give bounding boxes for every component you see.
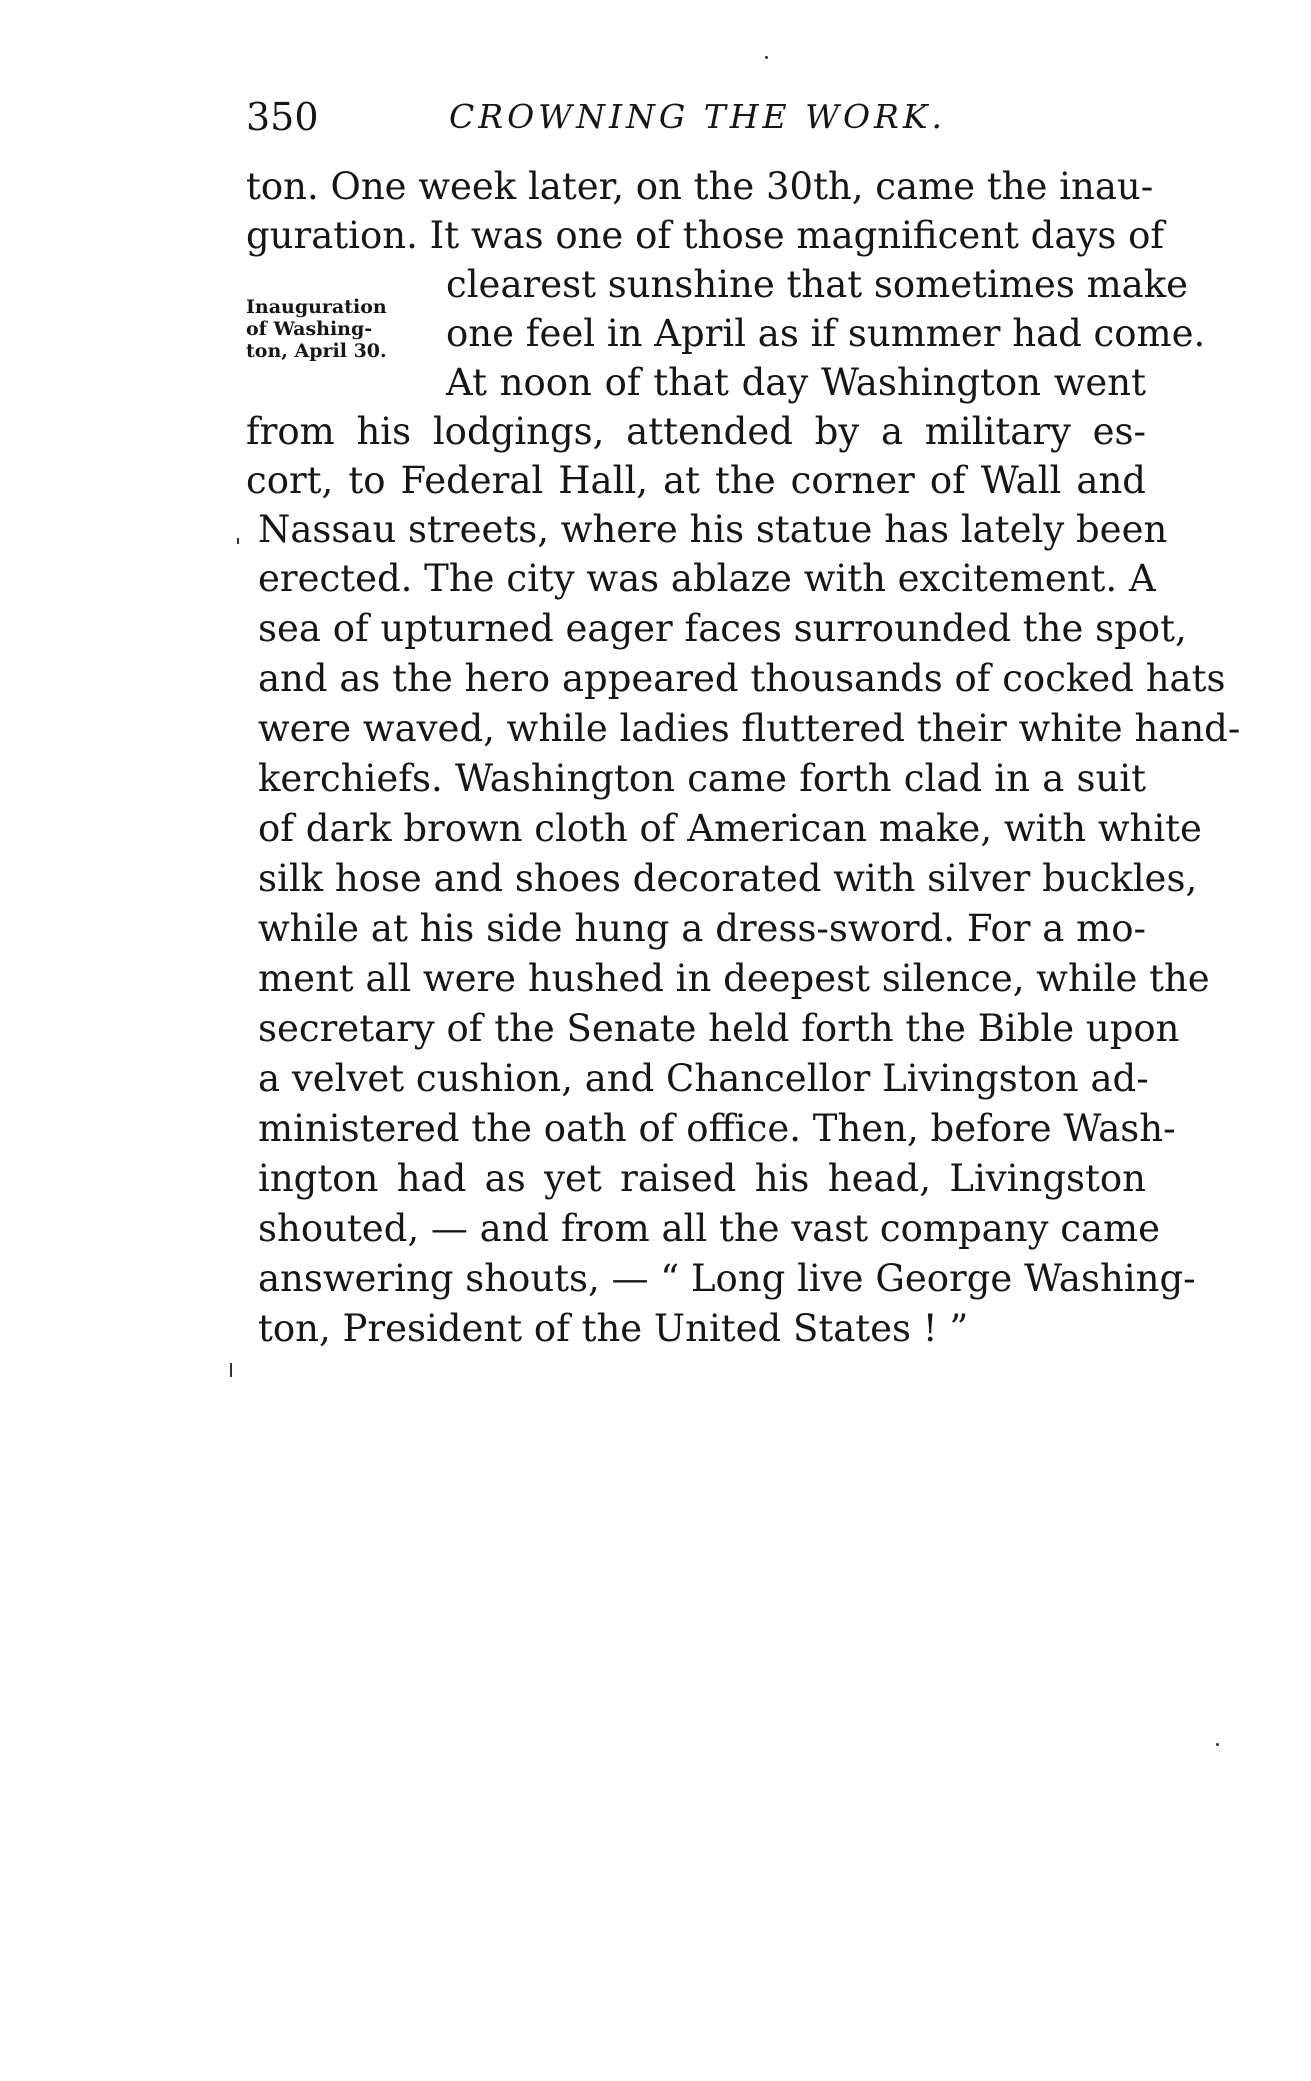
margin-note-line: Inauguration xyxy=(246,296,387,318)
text-line: were waved, while ladies fluttered their white hand- xyxy=(258,707,1241,750)
text-line: ton, President of the United States ! ” xyxy=(258,1307,969,1350)
text-line: ment all were hushed in deepest silence, while the xyxy=(258,957,1210,1000)
text-line: erected. The city was ablaze with excitement. A xyxy=(258,557,1156,600)
scan-speck xyxy=(230,1363,232,1377)
text-line: kerchiefs. Washington came forth clad in a suit xyxy=(258,757,1146,800)
text-line: shouted, — and from all the vast company came xyxy=(258,1207,1161,1250)
scan-speck xyxy=(1216,1743,1219,1746)
text-line: answering shouts, — “ Long live George Washing- xyxy=(258,1257,1196,1300)
running-head: CROWNING THE WORK. xyxy=(449,97,947,136)
text-line: At noon of that day Washington went xyxy=(446,361,1146,404)
text-line: silk hose and shoes decorated with silver buckles, xyxy=(258,857,1198,900)
text-line: of dark brown cloth of American make, with white xyxy=(258,807,1202,850)
text-line: a velvet cushion, and Chancellor Livingston ad- xyxy=(258,1057,1149,1100)
text-line: and as the hero appeared thousands of cocked hats xyxy=(258,657,1226,700)
text-line: clearest sunshine that sometimes make xyxy=(446,263,1189,306)
text-line: one feel in April as if summer had come. xyxy=(446,312,1206,355)
scan-speck xyxy=(237,538,239,544)
text-line: while at his side hung a dress-sword. For a mo- xyxy=(258,907,1146,950)
text-line: from his lodgings, attended by a military es- xyxy=(246,410,1146,453)
margin-note-line: ton, April 30. xyxy=(246,340,387,362)
page-header xyxy=(246,92,1146,142)
page-number: 350 xyxy=(246,95,319,139)
text-line: cort, to Federal Hall, at the corner of Wall and xyxy=(246,459,1146,502)
text-line: sea of upturned eager faces surrounded the spot, xyxy=(258,607,1187,650)
margin-note xyxy=(246,296,426,362)
text-line: secretary of the Senate held forth the Bible upon xyxy=(258,1007,1180,1050)
text-line: ington had as yet raised his head, Livingston xyxy=(258,1157,1146,1200)
margin-note-line: of Washing- xyxy=(246,318,373,340)
text-line: guration. It was one of those magnificent days of xyxy=(246,214,1165,257)
text-line: ministered the oath of office. Then, before Wash- xyxy=(258,1107,1176,1150)
scan-speck xyxy=(765,56,768,59)
text-line: Nassau streets, where his statue has lately been xyxy=(258,508,1168,551)
text-line: ton. One week later, on the 30th, came the inau- xyxy=(246,165,1154,208)
